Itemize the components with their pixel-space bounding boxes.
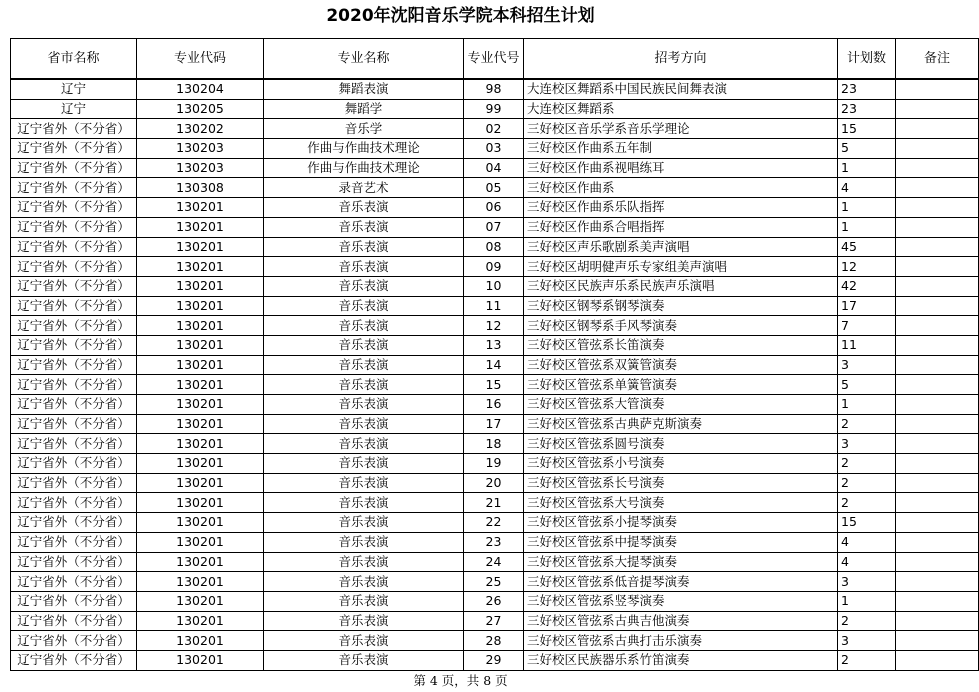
cell-remarks — [896, 473, 979, 493]
cell-major-name: 音乐表演 — [264, 591, 464, 611]
cell-direction: 三好校区作曲系合唱指挥 — [524, 217, 838, 237]
cell-plan-count: 15 — [838, 119, 896, 139]
cell-plan-count: 3 — [838, 572, 896, 592]
cell-major-name: 音乐表演 — [264, 532, 464, 552]
cell-major-name: 作曲与作曲技术理论 — [264, 139, 464, 159]
cell-remarks — [896, 335, 979, 355]
cell-major-code: 130201 — [137, 631, 264, 651]
cell-direction: 大连校区舞蹈系中国民族民间舞表演 — [524, 79, 838, 99]
cell-major-number: 18 — [464, 434, 524, 454]
cell-major-code: 130201 — [137, 532, 264, 552]
cell-direction: 三好校区钢琴系手风琴演奏 — [524, 316, 838, 336]
cell-major-code: 130201 — [137, 316, 264, 336]
cell-plan-count: 23 — [838, 79, 896, 99]
cell-remarks — [896, 178, 979, 198]
cell-direction: 三好校区声乐歌剧系美声演唱 — [524, 237, 838, 257]
cell-major-name: 音乐表演 — [264, 631, 464, 651]
cell-major-name: 作曲与作曲技术理论 — [264, 158, 464, 178]
cell-major-number: 21 — [464, 493, 524, 513]
cell-major-name: 音乐表演 — [264, 237, 464, 257]
cell-major-code: 130205 — [137, 99, 264, 119]
cell-plan-count: 2 — [838, 473, 896, 493]
cell-province: 辽宁省外（不分省） — [11, 257, 137, 277]
cell-major-code: 130201 — [137, 395, 264, 415]
cell-major-code: 130201 — [137, 473, 264, 493]
cell-remarks — [896, 79, 979, 99]
table-row — [11, 217, 979, 237]
cell-remarks — [896, 217, 979, 237]
cell-direction: 大连校区舞蹈系 — [524, 99, 838, 119]
cell-direction: 三好校区管弦系大提琴演奏 — [524, 552, 838, 572]
cell-plan-count: 4 — [838, 532, 896, 552]
cell-province: 辽宁省外（不分省） — [11, 552, 137, 572]
cell-province: 辽宁省外（不分省） — [11, 572, 137, 592]
cell-province: 辽宁省外（不分省） — [11, 375, 137, 395]
cell-major-number: 15 — [464, 375, 524, 395]
cell-plan-count: 42 — [838, 276, 896, 296]
cell-major-number: 19 — [464, 454, 524, 474]
cell-major-code: 130201 — [137, 355, 264, 375]
table-row — [11, 178, 979, 198]
cell-remarks — [896, 99, 979, 119]
cell-plan-count: 2 — [838, 650, 896, 670]
cell-major-name: 音乐表演 — [264, 454, 464, 474]
cell-plan-count: 1 — [838, 591, 896, 611]
cell-direction: 三好校区作曲系 — [524, 178, 838, 198]
cell-direction: 三好校区管弦系长号演奏 — [524, 473, 838, 493]
cell-plan-count: 4 — [838, 178, 896, 198]
cell-major-number: 13 — [464, 335, 524, 355]
cell-major-number: 98 — [464, 79, 524, 99]
cell-major-number: 23 — [464, 532, 524, 552]
cell-province: 辽宁省外（不分省） — [11, 650, 137, 670]
cell-major-name: 音乐表演 — [264, 198, 464, 218]
cell-province: 辽宁省外（不分省） — [11, 237, 137, 257]
cell-major-code: 130201 — [137, 198, 264, 218]
cell-direction: 三好校区管弦系大管演奏 — [524, 395, 838, 415]
cell-direction: 三好校区民族器乐系竹笛演奏 — [524, 650, 838, 670]
cell-major-name: 音乐表演 — [264, 217, 464, 237]
cell-direction: 三好校区管弦系竖琴演奏 — [524, 591, 838, 611]
cell-direction: 三好校区管弦系古典打击乐演奏 — [524, 631, 838, 651]
cell-remarks — [896, 591, 979, 611]
cell-province: 辽宁省外（不分省） — [11, 631, 137, 651]
page-title: 2020年沈阳音乐学院本科招生计划 — [326, 6, 595, 26]
cell-major-code: 130201 — [137, 493, 264, 513]
cell-major-name: 音乐表演 — [264, 296, 464, 316]
cell-direction: 三好校区管弦系单簧管演奏 — [524, 375, 838, 395]
cell-major-code: 130201 — [137, 454, 264, 474]
cell-major-code: 130202 — [137, 119, 264, 139]
cell-major-code: 130201 — [137, 513, 264, 533]
table-row — [11, 139, 979, 159]
cell-major-number: 12 — [464, 316, 524, 336]
cell-major-code: 130201 — [137, 257, 264, 277]
table-row — [11, 198, 979, 218]
cell-major-code: 130201 — [137, 552, 264, 572]
cell-major-code: 130201 — [137, 572, 264, 592]
cell-plan-count: 5 — [838, 375, 896, 395]
cell-plan-count: 3 — [838, 434, 896, 454]
cell-major-code: 130201 — [137, 414, 264, 434]
cell-major-name: 音乐表演 — [264, 375, 464, 395]
cell-major-number: 04 — [464, 158, 524, 178]
cell-major-name: 音乐表演 — [264, 395, 464, 415]
cell-major-name: 音乐表演 — [264, 257, 464, 277]
cell-major-number: 09 — [464, 257, 524, 277]
cell-major-number: 20 — [464, 473, 524, 493]
cell-major-code: 130201 — [137, 237, 264, 257]
cell-major-name: 舞蹈表演 — [264, 79, 464, 99]
cell-province: 辽宁省外（不分省） — [11, 395, 137, 415]
cell-province: 辽宁省外（不分省） — [11, 296, 137, 316]
cell-province: 辽宁省外（不分省） — [11, 139, 137, 159]
cell-remarks — [896, 139, 979, 159]
cell-direction: 三好校区作曲系五年制 — [524, 139, 838, 159]
cell-remarks — [896, 296, 979, 316]
cell-plan-count: 1 — [838, 217, 896, 237]
cell-major-number: 14 — [464, 355, 524, 375]
cell-major-number: 03 — [464, 139, 524, 159]
table-row — [11, 650, 979, 670]
table-row — [11, 119, 979, 139]
cell-remarks — [896, 395, 979, 415]
table-row — [11, 158, 979, 178]
cell-major-name: 音乐表演 — [264, 355, 464, 375]
cell-major-number: 08 — [464, 237, 524, 257]
cell-major-name: 音乐表演 — [264, 414, 464, 434]
cell-major-name: 音乐表演 — [264, 316, 464, 336]
cell-province: 辽宁省外（不分省） — [11, 276, 137, 296]
table-row — [11, 513, 979, 533]
header-direction: 招考方向 — [524, 39, 838, 80]
table-row — [11, 493, 979, 513]
cell-remarks — [896, 493, 979, 513]
cell-major-code: 130201 — [137, 296, 264, 316]
cell-direction: 三好校区管弦系古典吉他演奏 — [524, 611, 838, 631]
page-footer: 第 4 页，共 8 页 — [413, 673, 508, 688]
table-row — [11, 552, 979, 572]
cell-plan-count: 3 — [838, 631, 896, 651]
cell-remarks — [896, 237, 979, 257]
table-row — [11, 395, 979, 415]
table-row — [11, 79, 979, 99]
cell-remarks — [896, 631, 979, 651]
cell-remarks — [896, 650, 979, 670]
cell-plan-count: 1 — [838, 198, 896, 218]
cell-remarks — [896, 611, 979, 631]
header-province: 省市名称 — [11, 39, 137, 80]
cell-direction: 三好校区钢琴系钢琴演奏 — [524, 296, 838, 316]
header-plan-count: 计划数 — [838, 39, 896, 80]
cell-plan-count: 2 — [838, 493, 896, 513]
cell-major-number: 05 — [464, 178, 524, 198]
cell-plan-count: 2 — [838, 414, 896, 434]
cell-province: 辽宁省外（不分省） — [11, 513, 137, 533]
cell-direction: 三好校区管弦系长笛演奏 — [524, 335, 838, 355]
cell-major-number: 26 — [464, 591, 524, 611]
cell-major-name: 音乐表演 — [264, 473, 464, 493]
cell-major-number: 22 — [464, 513, 524, 533]
table-row — [11, 99, 979, 119]
cell-remarks — [896, 532, 979, 552]
cell-major-number: 99 — [464, 99, 524, 119]
cell-plan-count: 7 — [838, 316, 896, 336]
cell-major-code: 130201 — [137, 375, 264, 395]
cell-remarks — [896, 198, 979, 218]
cell-plan-count: 5 — [838, 139, 896, 159]
cell-major-code: 130201 — [137, 591, 264, 611]
cell-major-name: 音乐表演 — [264, 493, 464, 513]
cell-direction: 三好校区民族声乐系民族声乐演唱 — [524, 276, 838, 296]
table-header-row — [11, 39, 979, 80]
table-row — [11, 355, 979, 375]
cell-plan-count: 45 — [838, 237, 896, 257]
table-row — [11, 375, 979, 395]
table-row — [11, 611, 979, 631]
enrollment-plan-table — [10, 38, 979, 671]
cell-major-code: 130203 — [137, 139, 264, 159]
cell-province: 辽宁省外（不分省） — [11, 454, 137, 474]
table-row — [11, 473, 979, 493]
cell-remarks — [896, 119, 979, 139]
header-major-code: 专业代码 — [137, 39, 264, 80]
cell-major-code: 130203 — [137, 158, 264, 178]
cell-plan-count: 1 — [838, 395, 896, 415]
cell-major-name: 音乐表演 — [264, 650, 464, 670]
cell-plan-count: 3 — [838, 355, 896, 375]
cell-major-name: 音乐学 — [264, 119, 464, 139]
table-row — [11, 591, 979, 611]
cell-province: 辽宁省外（不分省） — [11, 178, 137, 198]
cell-remarks — [896, 375, 979, 395]
cell-direction: 三好校区管弦系低音提琴演奏 — [524, 572, 838, 592]
cell-major-number: 24 — [464, 552, 524, 572]
table-row — [11, 237, 979, 257]
cell-major-code: 130201 — [137, 276, 264, 296]
cell-plan-count: 23 — [838, 99, 896, 119]
cell-province: 辽宁 — [11, 99, 137, 119]
table-row — [11, 631, 979, 651]
cell-plan-count: 1 — [838, 158, 896, 178]
cell-remarks — [896, 572, 979, 592]
cell-major-code: 130201 — [137, 434, 264, 454]
cell-plan-count: 17 — [838, 296, 896, 316]
table-body — [11, 79, 979, 670]
cell-province: 辽宁省外（不分省） — [11, 335, 137, 355]
cell-remarks — [896, 316, 979, 336]
cell-plan-count: 4 — [838, 552, 896, 572]
cell-major-name: 音乐表演 — [264, 611, 464, 631]
table-row — [11, 532, 979, 552]
cell-direction: 三好校区作曲系视唱练耳 — [524, 158, 838, 178]
cell-plan-count: 11 — [838, 335, 896, 355]
cell-remarks — [896, 414, 979, 434]
table-row — [11, 434, 979, 454]
table-row — [11, 572, 979, 592]
cell-major-code: 130204 — [137, 79, 264, 99]
cell-remarks — [896, 434, 979, 454]
table-row — [11, 257, 979, 277]
cell-plan-count: 15 — [838, 513, 896, 533]
cell-major-number: 29 — [464, 650, 524, 670]
cell-direction: 三好校区管弦系大号演奏 — [524, 493, 838, 513]
cell-province: 辽宁省外（不分省） — [11, 611, 137, 631]
cell-province: 辽宁省外（不分省） — [11, 532, 137, 552]
cell-province: 辽宁省外（不分省） — [11, 414, 137, 434]
cell-major-name: 音乐表演 — [264, 552, 464, 572]
cell-major-number: 16 — [464, 395, 524, 415]
cell-province: 辽宁省外（不分省） — [11, 158, 137, 178]
cell-major-number: 27 — [464, 611, 524, 631]
cell-major-number: 11 — [464, 296, 524, 316]
table-row — [11, 414, 979, 434]
cell-province: 辽宁省外（不分省） — [11, 198, 137, 218]
cell-remarks — [896, 513, 979, 533]
cell-major-name: 音乐表演 — [264, 335, 464, 355]
cell-major-number: 25 — [464, 572, 524, 592]
cell-major-name: 音乐表演 — [264, 276, 464, 296]
cell-major-number: 17 — [464, 414, 524, 434]
cell-major-code: 130201 — [137, 650, 264, 670]
cell-major-name: 舞蹈学 — [264, 99, 464, 119]
cell-major-code: 130201 — [137, 335, 264, 355]
cell-major-name: 录音艺术 — [264, 178, 464, 198]
cell-major-name: 音乐表演 — [264, 572, 464, 592]
cell-direction: 三好校区管弦系中提琴演奏 — [524, 532, 838, 552]
cell-major-code: 130201 — [137, 217, 264, 237]
cell-major-name: 音乐表演 — [264, 434, 464, 454]
cell-province: 辽宁省外（不分省） — [11, 434, 137, 454]
cell-plan-count: 12 — [838, 257, 896, 277]
cell-province: 辽宁省外（不分省） — [11, 355, 137, 375]
cell-major-number: 07 — [464, 217, 524, 237]
cell-province: 辽宁省外（不分省） — [11, 473, 137, 493]
cell-major-name: 音乐表演 — [264, 513, 464, 533]
cell-major-number: 10 — [464, 276, 524, 296]
cell-direction: 三好校区管弦系小号演奏 — [524, 454, 838, 474]
table-row — [11, 296, 979, 316]
cell-major-code: 130308 — [137, 178, 264, 198]
cell-major-number: 28 — [464, 631, 524, 651]
cell-remarks — [896, 454, 979, 474]
cell-direction: 三好校区作曲系乐队指挥 — [524, 198, 838, 218]
cell-province: 辽宁省外（不分省） — [11, 217, 137, 237]
cell-remarks — [896, 552, 979, 572]
cell-remarks — [896, 355, 979, 375]
cell-remarks — [896, 158, 979, 178]
cell-direction: 三好校区管弦系双簧管演奏 — [524, 355, 838, 375]
cell-province: 辽宁省外（不分省） — [11, 591, 137, 611]
cell-remarks — [896, 276, 979, 296]
cell-major-number: 06 — [464, 198, 524, 218]
table-row — [11, 276, 979, 296]
cell-province: 辽宁 — [11, 79, 137, 99]
cell-province: 辽宁省外（不分省） — [11, 119, 137, 139]
cell-plan-count: 2 — [838, 454, 896, 474]
header-major-name: 专业名称 — [264, 39, 464, 80]
cell-plan-count: 2 — [838, 611, 896, 631]
table-row — [11, 316, 979, 336]
cell-remarks — [896, 257, 979, 277]
cell-major-code: 130201 — [137, 611, 264, 631]
cell-province: 辽宁省外（不分省） — [11, 316, 137, 336]
cell-direction: 三好校区管弦系小提琴演奏 — [524, 513, 838, 533]
cell-direction: 三好校区管弦系古典萨克斯演奏 — [524, 414, 838, 434]
cell-direction: 三好校区管弦系圆号演奏 — [524, 434, 838, 454]
table-row — [11, 454, 979, 474]
cell-province: 辽宁省外（不分省） — [11, 493, 137, 513]
cell-direction: 三好校区音乐学系音乐学理论 — [524, 119, 838, 139]
header-remarks: 备注 — [896, 39, 979, 80]
cell-major-number: 02 — [464, 119, 524, 139]
header-major-number: 专业代号 — [464, 39, 524, 80]
table-row — [11, 335, 979, 355]
cell-direction: 三好校区胡明健声乐专家组美声演唱 — [524, 257, 838, 277]
